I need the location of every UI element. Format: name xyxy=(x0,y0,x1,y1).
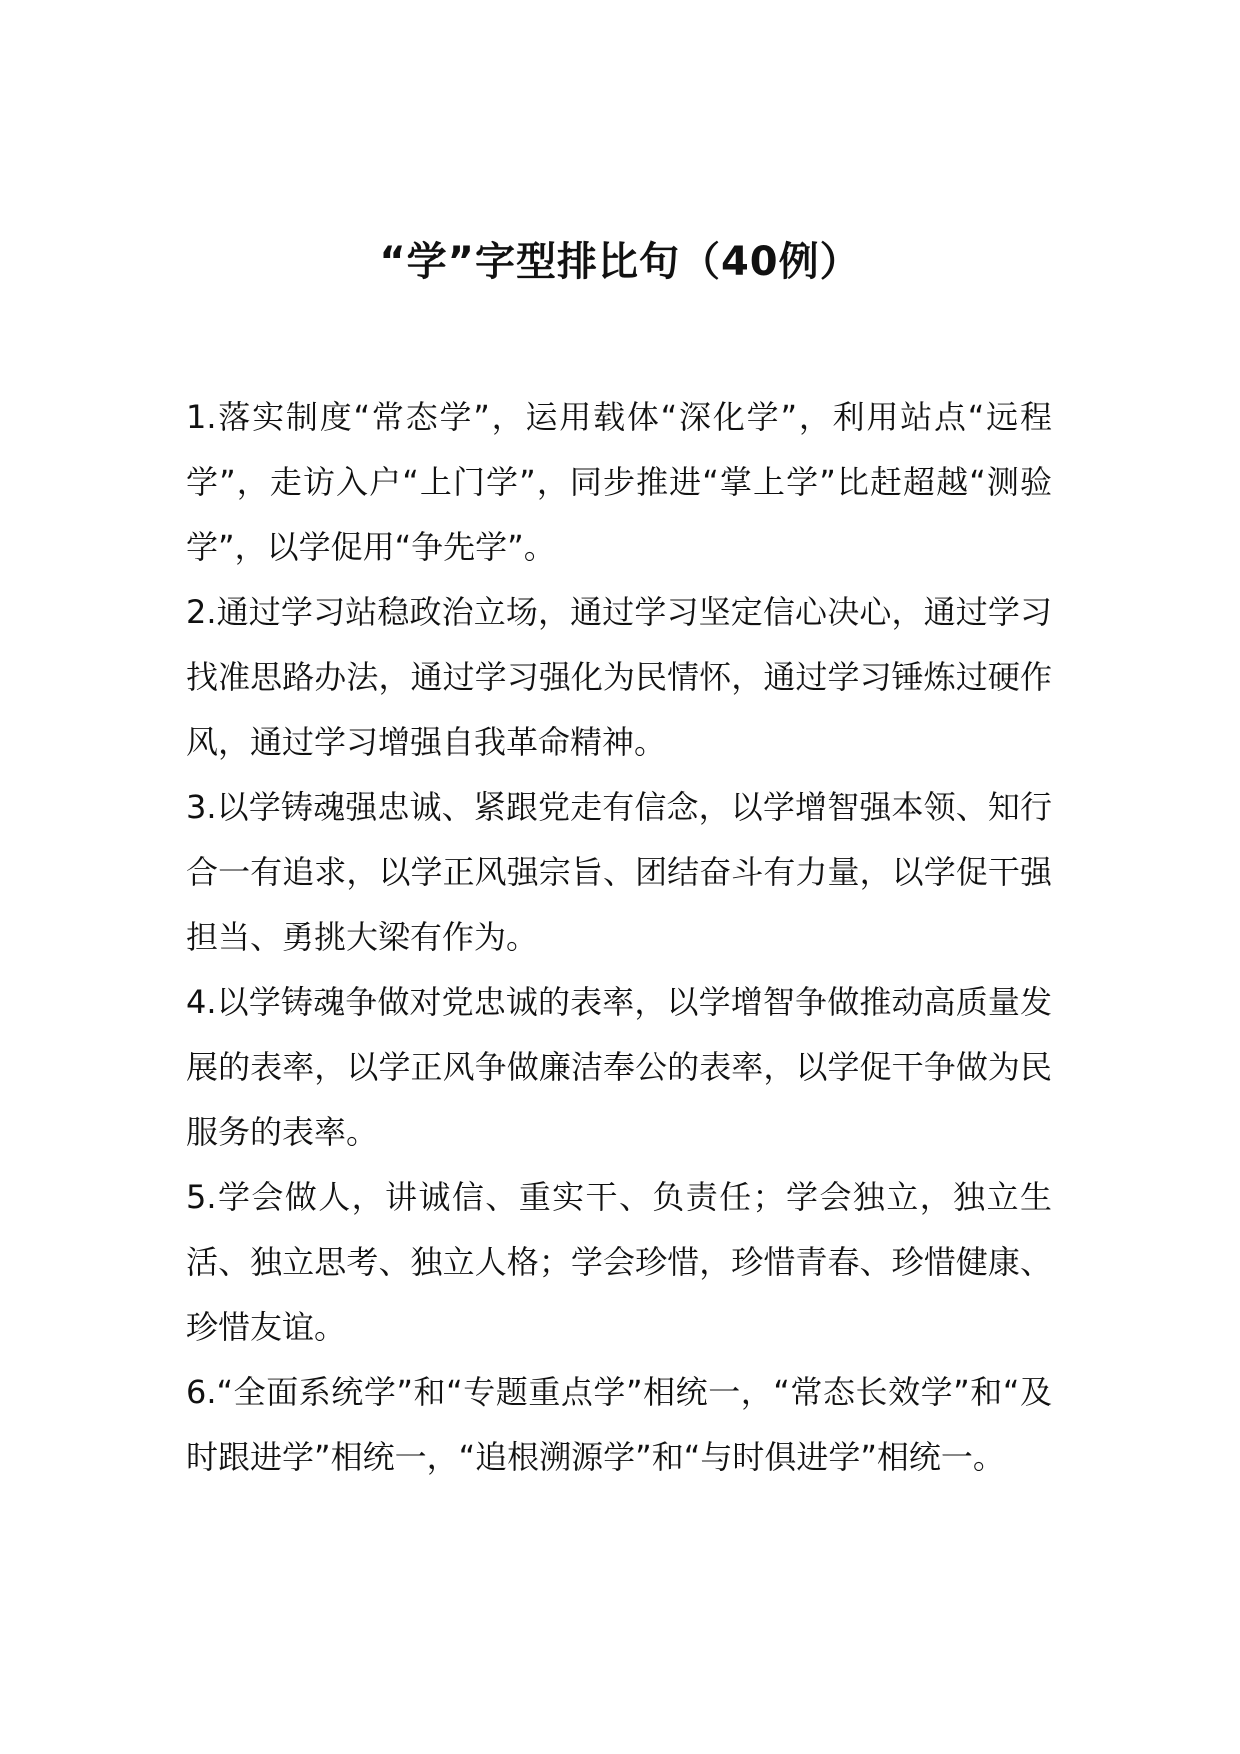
paragraph-5: 5.学会做人，讲诚信、重实干、负责任；学会独立，独立生活、独立思考、独立人格；学会珍惜，珍惜青春、珍惜健康、珍惜友谊。 xyxy=(186,1178,1052,1346)
paragraph-3: 3.以学铸魂强忠诚、紧跟党走有信念，以学增智强本领、知行合一有追求，以学正风强宗旨、团结奋斗有力量，以学促干强担当、勇挑大梁有作为。 xyxy=(186,788,1052,956)
paragraph-2: 2.通过学习站稳政治立场，通过学习坚定信心决心，通过学习找准思路办法，通过学习强化为民情怀，通过学习锤炼过硬作风，通过学习增强自我革命精神。 xyxy=(186,593,1052,761)
document-title: “学”字型排比句（40例） xyxy=(379,238,861,285)
document-body xyxy=(186,385,1052,1490)
paragraph-4: 4.以学铸魂争做对党忠诚的表率，以学增智争做推动高质量发展的表率，以学正风争做廉洁奉公的表率，以学促干争做为民服务的表率。 xyxy=(186,983,1052,1151)
paragraph-1: 1.落实制度“常态学”，运用载体“深化学”，利用站点“远程学”，走访入户“上门学”，同步推进“掌上学”比赶超越“测验学”，以学促用“争先学”。 xyxy=(186,398,1052,566)
paragraph-6: 6.“全面系统学”和“专题重点学”相统一，“常态长效学”和“及时跟进学”相统一，“追根溯源学”和“与时俱进学”相统一。 xyxy=(186,1373,1052,1476)
